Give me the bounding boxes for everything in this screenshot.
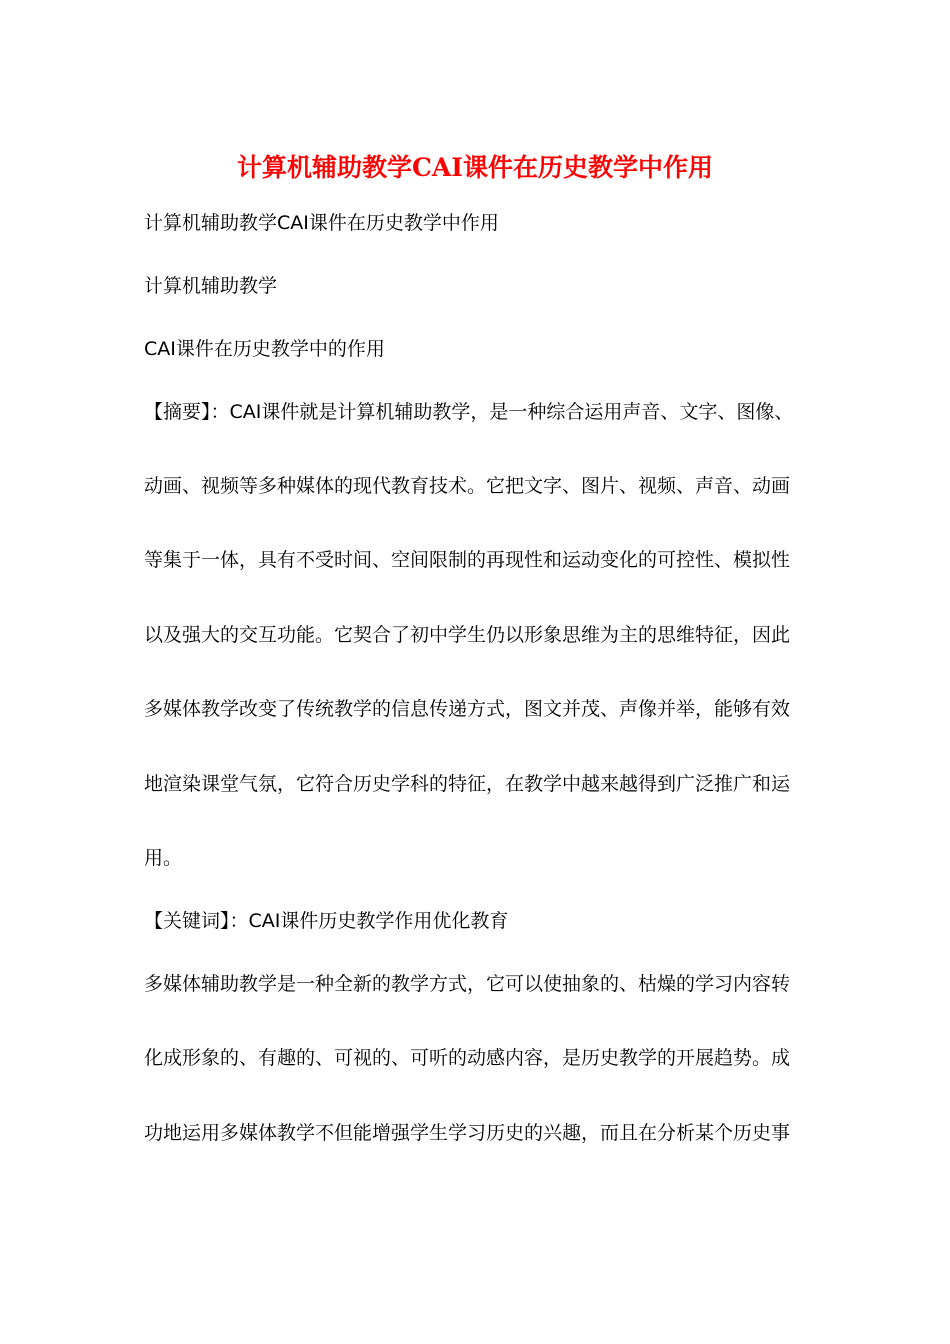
body-line-1: 多媒体辅助教学是一种全新的教学方式，它可以使抽象的、枯燥的学习内容转: [144, 973, 791, 995]
document-title: 计算机辅助教学CAI课件在历史教学中作用: [237, 153, 713, 182]
abstract-line-7: 用。: [144, 847, 183, 869]
header-line-3: CAI课件在历史教学中的作用: [144, 338, 385, 360]
abstract-line-1: [144, 397, 804, 427]
body-line-2: 化成形象的、有趣的、可视的、可听的动感内容，是历史教学的开展趋势。成: [144, 1047, 791, 1069]
abstract-text-1: CAI课件就是计算机辅助教学，是一种综合运用声音、文字、图像、: [229, 401, 794, 423]
keywords-label: 【关键词】：: [144, 910, 249, 932]
keywords-line: [144, 906, 804, 936]
abstract-line-6: 地渲染课堂气氛，它符合历史学科的特征，在教学中越来越得到广泛推广和运: [144, 773, 791, 795]
abstract-line-2: 动画、视频等多种媒体的现代教育技术。它把文字、图片、视频、声音、动画: [144, 475, 791, 497]
body-line-3: 功地运用多媒体教学不但能增强学生学习历史的兴趣，而且在分析某个历史事: [144, 1122, 791, 1144]
keywords-text: CAI课件历史教学作用优化教育: [248, 910, 509, 932]
abstract-label: 【摘要】：: [144, 401, 230, 423]
header-line-2: 计算机辅助教学: [144, 275, 278, 297]
header-line-1: 计算机辅助教学CAI课件在历史教学中作用: [144, 212, 499, 234]
abstract-line-4: 以及强大的交互功能。它契合了初中学生仍以形象思维为主的思维特征，因此: [144, 624, 791, 646]
abstract-line-3: 等集于一体，具有不受时间、空间限制的再现性和运动变化的可控性、模拟性: [144, 549, 791, 571]
abstract-line-5: 多媒体教学改变了传统教学的信息传递方式，图文并茂、声像并举，能够有效: [144, 698, 791, 720]
